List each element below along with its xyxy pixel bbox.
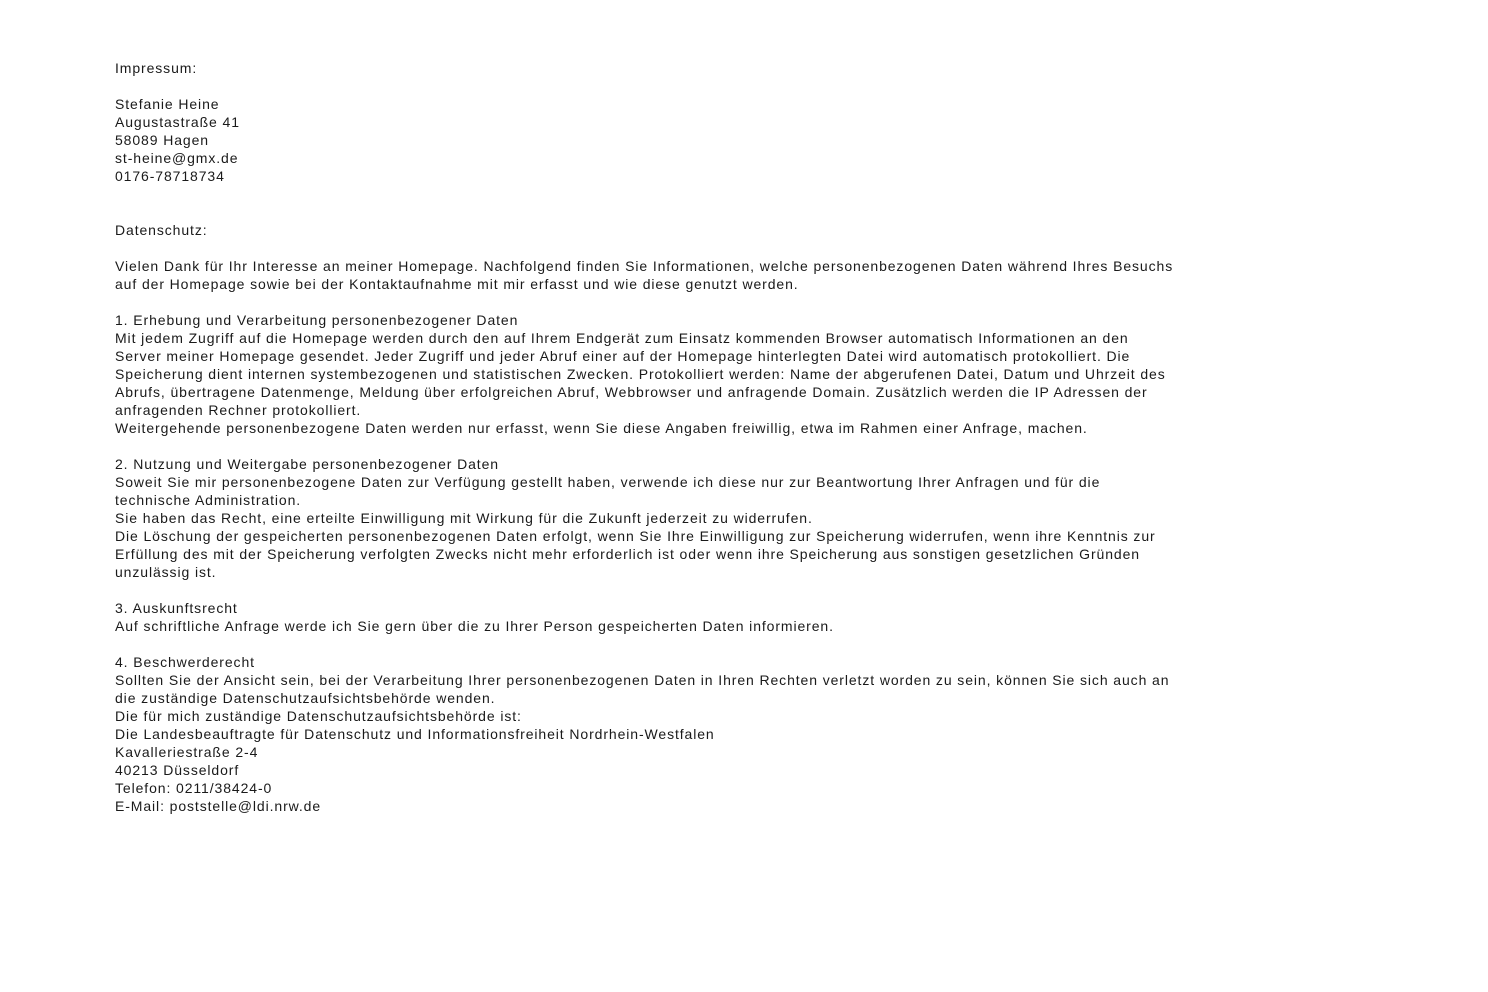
spacer <box>115 635 1265 653</box>
impressum-email-link[interactable]: st-heine@gmx.de <box>115 150 239 166</box>
section-1-line: anfragenden Rechner protokolliert. <box>115 402 362 418</box>
legal-page <box>115 59 1265 815</box>
spacer <box>115 293 1265 311</box>
impressum-heading: Impressum: <box>115 60 198 76</box>
intro-line: Vielen Dank für Ihr Interesse an meiner Homepage. Nachfolgend finden Sie Informationen, welche personenbezogenen Daten während Ihres Besuchs <box>115 258 1174 274</box>
spacer <box>115 581 1265 599</box>
impressum-email[interactable] <box>115 149 1265 167</box>
section-4-line: Kavalleriestraße 2-4 <box>115 744 259 760</box>
spacer <box>115 77 1265 95</box>
section-4-email[interactable]: E-Mail: poststelle@ldi.nrw.de <box>115 798 322 814</box>
spacer <box>115 185 1265 221</box>
impressum-phone: 0176-78718734 <box>115 168 225 184</box>
impressum-city: 58089 Hagen <box>115 132 209 148</box>
section-2-title: 2. Nutzung und Weitergabe personenbezogener Daten <box>115 456 499 472</box>
section-1-line: Speicherung dient internen systembezogenen und statistischen Zwecken. Protokolliert werden: Name der abgerufenen Datei, Datum und Uhrzeit des <box>115 366 1166 382</box>
section-2-line: technische Administration. <box>115 492 302 508</box>
section-2-line: Sie haben das Recht, eine erteilte Einwilligung mit Wirkung für die Zukunft jederzeit zu widerrufen. <box>115 510 813 526</box>
section-4-line: Die Landesbeauftragte für Datenschutz und Informationsfreiheit Nordrhein-Westfalen <box>115 726 715 742</box>
intro-line: auf der Homepage sowie bei der Kontaktaufnahme mit mir erfasst und wie diese genutzt werden. <box>115 276 799 292</box>
section-4-line: 40213 Düsseldorf <box>115 762 240 778</box>
section-2-line: Erfüllung des mit der Speicherung verfolgten Zwecks nicht mehr erforderlich ist oder wenn ihre Speicherung aus sonstigen gesetzlichen Gründen <box>115 546 1140 562</box>
section-4-line: Sollten Sie der Ansicht sein, bei der Verarbeitung Ihrer personenbezogenen Daten in Ihren Rechten verletzt worden zu sein, können Sie sich auch an <box>115 672 1170 688</box>
impressum-street: Augustastraße 41 <box>115 114 240 130</box>
section-1-line: Weitergehende personenbezogene Daten werden nur erfasst, wenn Sie diese Angaben freiwillig, etwa im Rahmen einer Anfrage, machen. <box>115 420 1088 436</box>
section-2-line: Die Löschung der gespeicherten personenbezogenen Daten erfolgt, wenn Sie Ihre Einwilligung zur Speicherung widerrufen, wenn ihre Kenntnis zur <box>115 528 1156 544</box>
section-1-line: Server meiner Homepage gesendet. Jeder Zugriff und jeder Abruf einer auf der Homepage hinterlegten Datei wird automatisch protokolliert. Die <box>115 348 1131 364</box>
section-4-line: die zuständige Datenschutzaufsichtsbehörde wenden. <box>115 690 496 706</box>
section-3-line: Auf schriftliche Anfrage werde ich Sie gern über die zu Ihrer Person gespeicherten Daten informieren. <box>115 618 834 634</box>
section-3-title: 3. Auskunftsrecht <box>115 600 238 616</box>
datenschutz-heading: Datenschutz: <box>115 222 208 238</box>
section-1-title: 1. Erhebung und Verarbeitung personenbezogener Daten <box>115 312 519 328</box>
section-4-line: Telefon: 0211/38424-0 <box>115 780 273 796</box>
section-1-line: Mit jedem Zugriff auf die Homepage werden durch den auf Ihrem Endgerät zum Einsatz kommenden Browser automatisch Informationen an den <box>115 330 1129 346</box>
section-1-line: Abrufs, übertragene Datenmenge, Meldung über erfolgreichen Abruf, Webbrowser und anfragende Domain. Zusätzlich werden die IP Adressen der <box>115 384 1148 400</box>
impressum-name: Stefanie Heine <box>115 96 220 112</box>
spacer <box>115 437 1265 455</box>
section-4-title: 4. Beschwerderecht <box>115 654 255 670</box>
section-4-line: Die für mich zuständige Datenschutzaufsichtsbehörde ist: <box>115 708 522 724</box>
section-2-line: Soweit Sie mir personenbezogene Daten zur Verfügung gestellt haben, verwende ich diese nur zur Beantwortung Ihrer Anfragen und für die <box>115 474 1101 490</box>
section-2-line: unzulässig ist. <box>115 564 217 580</box>
spacer <box>115 239 1265 257</box>
